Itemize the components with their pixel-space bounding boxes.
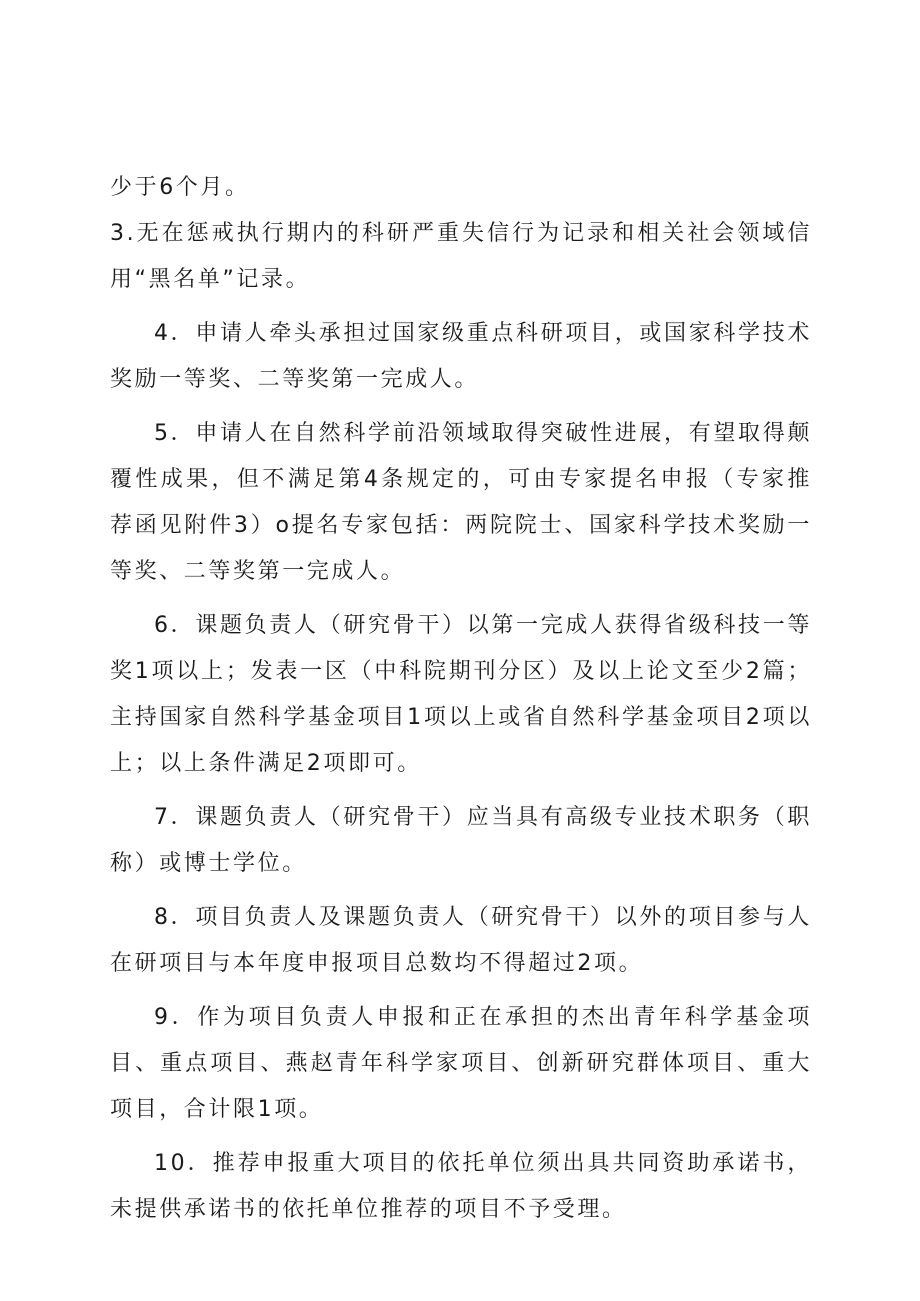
paragraph-item-9: 9．作为项目负责人申报和正在承担的杰出青年科学基金项目、重点项目、燕赵青年科学家项目、创新研究群体项目、重大项目，合计限1项。 bbox=[110, 1005, 812, 1122]
paragraph-item-7: 7．课题负责人（研究骨干）应当具有高级专业技术职务（职称）或博士学位。 bbox=[110, 805, 812, 876]
paragraph-continuation: 少于6个月。 bbox=[110, 175, 250, 200]
paragraph-item-8: 8．项目负责人及课题负责人（研究骨干）以外的项目参与人在研项目与本年度申报项目总数均不得超过2项。 bbox=[110, 905, 812, 976]
paragraph-item-6: 6．课题负责人（研究骨干）以第一完成人获得省级科技一等奖1项以上；发表一区（中科院期刊分区）及以上论文至少2篇；主持国家自然科学基金项目1项以上或省自然科学基金项目2项以上；以上条件满足2项即可。 bbox=[110, 613, 812, 776]
paragraph-item-3: 3.无在惩戒执行期内的科研严重失信行为记录和相关社会领域信用“黑名单”记录。 bbox=[110, 221, 812, 292]
document-body bbox=[110, 165, 812, 1233]
paragraph-item-4: 4．申请人牵头承担过国家级重点科研项目，或国家科学技术奖励一等奖、二等奖第一完成人。 bbox=[110, 321, 812, 392]
paragraph-item-10: 10．推荐申报重大项目的依托单位须出具共同资助承诺书，未提供承诺书的依托单位推荐的项目不予受理。 bbox=[110, 1151, 812, 1222]
paragraph-item-5: 5．申请人在自然科学前沿领域取得突破性进展，有望取得颠覆性成果，但不满足第4条规定的，可由专家提名申报（专家推荐函见附件3）o提名专家包括：两院院士、国家科学技术奖励一等奖、二等奖第一完成人。 bbox=[110, 421, 812, 584]
